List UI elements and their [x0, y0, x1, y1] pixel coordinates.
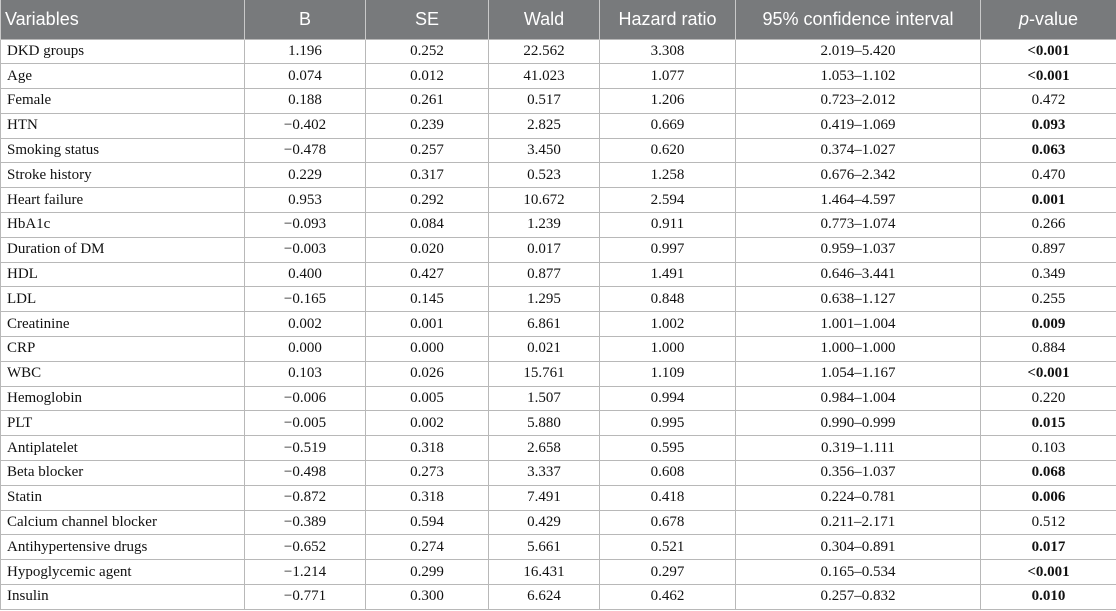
cell-confidence-interval: 1.001–1.004 — [736, 312, 981, 337]
cell-hazard-ratio: 0.297 — [600, 560, 736, 585]
cell-b: −1.214 — [245, 560, 366, 585]
cell-b: −0.478 — [245, 138, 366, 163]
cell-wald: 0.017 — [489, 237, 600, 262]
cell-wald: 1.239 — [489, 213, 600, 238]
cell-wald: 0.021 — [489, 337, 600, 362]
cell-b: −0.402 — [245, 113, 366, 138]
cell-wald: 15.761 — [489, 361, 600, 386]
cell-b: 0.074 — [245, 64, 366, 89]
cell-se: 0.300 — [366, 585, 489, 610]
cell-b: 0.103 — [245, 361, 366, 386]
cell-confidence-interval: 0.638–1.127 — [736, 287, 981, 312]
cell-p-value: 0.512 — [981, 510, 1116, 535]
cell-confidence-interval: 0.723–2.012 — [736, 89, 981, 114]
cell-hazard-ratio: 2.594 — [600, 188, 736, 213]
cell-variable: Beta blocker — [1, 461, 245, 486]
cell-se: 0.252 — [366, 39, 489, 64]
cell-b: −0.006 — [245, 386, 366, 411]
cell-confidence-interval: 1.464–4.597 — [736, 188, 981, 213]
cell-b: 1.196 — [245, 39, 366, 64]
cell-b: −0.003 — [245, 237, 366, 262]
cell-p-value: 0.897 — [981, 237, 1116, 262]
header-row — [1, 0, 1116, 39]
table-row — [1, 461, 1116, 486]
table-header — [1, 0, 1116, 39]
cell-b: 0.400 — [245, 262, 366, 287]
cell-se: 0.084 — [366, 213, 489, 238]
cell-confidence-interval: 2.019–5.420 — [736, 39, 981, 64]
cell-variable: HTN — [1, 113, 245, 138]
cell-se: 0.318 — [366, 436, 489, 461]
cell-p-value: <0.001 — [981, 39, 1116, 64]
cell-hazard-ratio: 3.308 — [600, 39, 736, 64]
cell-hazard-ratio: 1.109 — [600, 361, 736, 386]
table-row — [1, 535, 1116, 560]
cell-se: 0.317 — [366, 163, 489, 188]
cell-hazard-ratio: 0.911 — [600, 213, 736, 238]
table-row — [1, 337, 1116, 362]
cell-se: 0.292 — [366, 188, 489, 213]
cell-variable: HbA1c — [1, 213, 245, 238]
table-row — [1, 188, 1116, 213]
cell-p-value: 0.266 — [981, 213, 1116, 238]
cell-p-value: 0.470 — [981, 163, 1116, 188]
cell-hazard-ratio: 0.595 — [600, 436, 736, 461]
cell-se: 0.273 — [366, 461, 489, 486]
header-variables: Variables — [1, 0, 245, 39]
cell-b: −0.652 — [245, 535, 366, 560]
table-row — [1, 213, 1116, 238]
cell-wald: 0.429 — [489, 510, 600, 535]
cell-variable: Hypoglycemic agent — [1, 560, 245, 585]
cell-b: −0.519 — [245, 436, 366, 461]
cell-se: 0.274 — [366, 535, 489, 560]
cell-variable: WBC — [1, 361, 245, 386]
cell-wald: 41.023 — [489, 64, 600, 89]
cell-p-value: 0.017 — [981, 535, 1116, 560]
cell-hazard-ratio: 1.002 — [600, 312, 736, 337]
cell-se: 0.020 — [366, 237, 489, 262]
cell-se: 0.026 — [366, 361, 489, 386]
cell-variable: PLT — [1, 411, 245, 436]
cell-variable: Creatinine — [1, 312, 245, 337]
cell-p-value: 0.093 — [981, 113, 1116, 138]
cell-p-value: 0.220 — [981, 386, 1116, 411]
cell-wald: 6.861 — [489, 312, 600, 337]
cell-se: 0.001 — [366, 312, 489, 337]
cell-confidence-interval: 1.053–1.102 — [736, 64, 981, 89]
cell-b: −0.165 — [245, 287, 366, 312]
cell-se: 0.594 — [366, 510, 489, 535]
table-row — [1, 237, 1116, 262]
cell-variable: Age — [1, 64, 245, 89]
cell-wald: 3.337 — [489, 461, 600, 486]
cell-hazard-ratio: 0.994 — [600, 386, 736, 411]
cell-p-value: 0.010 — [981, 585, 1116, 610]
header-hazard-ratio: Hazard ratio — [600, 0, 736, 39]
cell-variable: Female — [1, 89, 245, 114]
cell-confidence-interval: 0.646–3.441 — [736, 262, 981, 287]
cell-wald: 22.562 — [489, 39, 600, 64]
cell-confidence-interval: 0.990–0.999 — [736, 411, 981, 436]
cell-se: 0.261 — [366, 89, 489, 114]
cell-wald: 7.491 — [489, 485, 600, 510]
cell-variable: Antiplatelet — [1, 436, 245, 461]
cell-variable: Stroke history — [1, 163, 245, 188]
header-wald: Wald — [489, 0, 600, 39]
cell-variable: Smoking status — [1, 138, 245, 163]
cell-variable: HDL — [1, 262, 245, 287]
table-row — [1, 411, 1116, 436]
cell-p-value: <0.001 — [981, 361, 1116, 386]
cell-variable: LDL — [1, 287, 245, 312]
cell-b: −0.872 — [245, 485, 366, 510]
cell-b: −0.389 — [245, 510, 366, 535]
cell-hazard-ratio: 1.491 — [600, 262, 736, 287]
cell-confidence-interval: 0.374–1.027 — [736, 138, 981, 163]
cell-se: 0.427 — [366, 262, 489, 287]
cell-confidence-interval: 0.959–1.037 — [736, 237, 981, 262]
cell-p-value: <0.001 — [981, 64, 1116, 89]
cell-variable: Insulin — [1, 585, 245, 610]
header-p-value — [981, 0, 1116, 39]
cell-se: 0.002 — [366, 411, 489, 436]
cell-p-value: 0.015 — [981, 411, 1116, 436]
cell-confidence-interval: 0.773–1.074 — [736, 213, 981, 238]
cell-se: 0.145 — [366, 287, 489, 312]
cell-wald: 0.523 — [489, 163, 600, 188]
cell-wald: 1.295 — [489, 287, 600, 312]
cell-confidence-interval: 0.419–1.069 — [736, 113, 981, 138]
cell-b: 0.188 — [245, 89, 366, 114]
cell-confidence-interval: 0.356–1.037 — [736, 461, 981, 486]
cell-se: 0.239 — [366, 113, 489, 138]
cell-se: 0.257 — [366, 138, 489, 163]
table-row — [1, 89, 1116, 114]
cell-confidence-interval: 0.304–0.891 — [736, 535, 981, 560]
cell-b: −0.498 — [245, 461, 366, 486]
cell-wald: 16.431 — [489, 560, 600, 585]
cell-wald: 2.658 — [489, 436, 600, 461]
cell-b: 0.000 — [245, 337, 366, 362]
cell-p-value: 0.001 — [981, 188, 1116, 213]
cell-confidence-interval: 0.984–1.004 — [736, 386, 981, 411]
cell-b: 0.953 — [245, 188, 366, 213]
cell-variable: Calcium channel blocker — [1, 510, 245, 535]
cell-confidence-interval: 0.165–0.534 — [736, 560, 981, 585]
cell-wald: 3.450 — [489, 138, 600, 163]
cell-wald: 10.672 — [489, 188, 600, 213]
cell-hazard-ratio: 1.206 — [600, 89, 736, 114]
cell-variable: Antihypertensive drugs — [1, 535, 245, 560]
cell-hazard-ratio: 0.521 — [600, 535, 736, 560]
cell-hazard-ratio: 0.418 — [600, 485, 736, 510]
cell-hazard-ratio: 0.997 — [600, 237, 736, 262]
cell-p-value: 0.063 — [981, 138, 1116, 163]
cell-b: 0.229 — [245, 163, 366, 188]
cell-confidence-interval: 0.257–0.832 — [736, 585, 981, 610]
table-row — [1, 560, 1116, 585]
header-p-suffix: -value — [1028, 8, 1079, 29]
cell-hazard-ratio: 0.678 — [600, 510, 736, 535]
header-p-italic: p — [1018, 8, 1029, 29]
table-row — [1, 113, 1116, 138]
cell-se: 0.012 — [366, 64, 489, 89]
cell-hazard-ratio: 0.608 — [600, 461, 736, 486]
cell-p-value: 0.884 — [981, 337, 1116, 362]
cell-b: −0.771 — [245, 585, 366, 610]
cell-p-value: 0.006 — [981, 485, 1116, 510]
table-row — [1, 386, 1116, 411]
table-row — [1, 287, 1116, 312]
cell-se: 0.005 — [366, 386, 489, 411]
table-row — [1, 262, 1116, 287]
table-row — [1, 361, 1116, 386]
cell-p-value: 0.103 — [981, 436, 1116, 461]
table-row — [1, 436, 1116, 461]
cell-wald: 6.624 — [489, 585, 600, 610]
cell-p-value: <0.001 — [981, 560, 1116, 585]
table-row — [1, 485, 1116, 510]
header-se: SE — [366, 0, 489, 39]
table-row — [1, 39, 1116, 64]
cell-confidence-interval: 1.000–1.000 — [736, 337, 981, 362]
cell-p-value: 0.349 — [981, 262, 1116, 287]
table-row — [1, 312, 1116, 337]
table-row — [1, 138, 1116, 163]
cell-p-value: 0.255 — [981, 287, 1116, 312]
cell-se: 0.000 — [366, 337, 489, 362]
cell-variable: Statin — [1, 485, 245, 510]
cell-confidence-interval: 0.676–2.342 — [736, 163, 981, 188]
cell-confidence-interval: 0.319–1.111 — [736, 436, 981, 461]
cell-confidence-interval: 0.211–2.171 — [736, 510, 981, 535]
table-row — [1, 585, 1116, 610]
cell-hazard-ratio: 0.995 — [600, 411, 736, 436]
table-row — [1, 64, 1116, 89]
cell-se: 0.318 — [366, 485, 489, 510]
cell-wald: 5.661 — [489, 535, 600, 560]
cell-hazard-ratio: 1.258 — [600, 163, 736, 188]
cell-variable: Heart failure — [1, 188, 245, 213]
cell-p-value: 0.472 — [981, 89, 1116, 114]
cell-se: 0.299 — [366, 560, 489, 585]
cell-wald: 0.517 — [489, 89, 600, 114]
cell-confidence-interval: 0.224–0.781 — [736, 485, 981, 510]
cell-wald: 5.880 — [489, 411, 600, 436]
cell-hazard-ratio: 0.669 — [600, 113, 736, 138]
cell-hazard-ratio: 0.462 — [600, 585, 736, 610]
cell-p-value: 0.009 — [981, 312, 1116, 337]
table-body — [1, 39, 1116, 609]
cell-hazard-ratio: 1.077 — [600, 64, 736, 89]
header-confidence-interval: 95% confidence interval — [736, 0, 981, 39]
table-row — [1, 163, 1116, 188]
cell-wald: 0.877 — [489, 262, 600, 287]
cell-hazard-ratio: 1.000 — [600, 337, 736, 362]
cell-variable: CRP — [1, 337, 245, 362]
cell-p-value: 0.068 — [981, 461, 1116, 486]
cell-variable: Duration of DM — [1, 237, 245, 262]
header-b: B — [245, 0, 366, 39]
cell-wald: 2.825 — [489, 113, 600, 138]
cell-hazard-ratio: 0.620 — [600, 138, 736, 163]
cell-b: −0.005 — [245, 411, 366, 436]
cell-hazard-ratio: 0.848 — [600, 287, 736, 312]
cell-confidence-interval: 1.054–1.167 — [736, 361, 981, 386]
cell-b: −0.093 — [245, 213, 366, 238]
cell-wald: 1.507 — [489, 386, 600, 411]
table-row — [1, 510, 1116, 535]
cell-variable: Hemoglobin — [1, 386, 245, 411]
cell-b: 0.002 — [245, 312, 366, 337]
cell-variable: DKD groups — [1, 39, 245, 64]
